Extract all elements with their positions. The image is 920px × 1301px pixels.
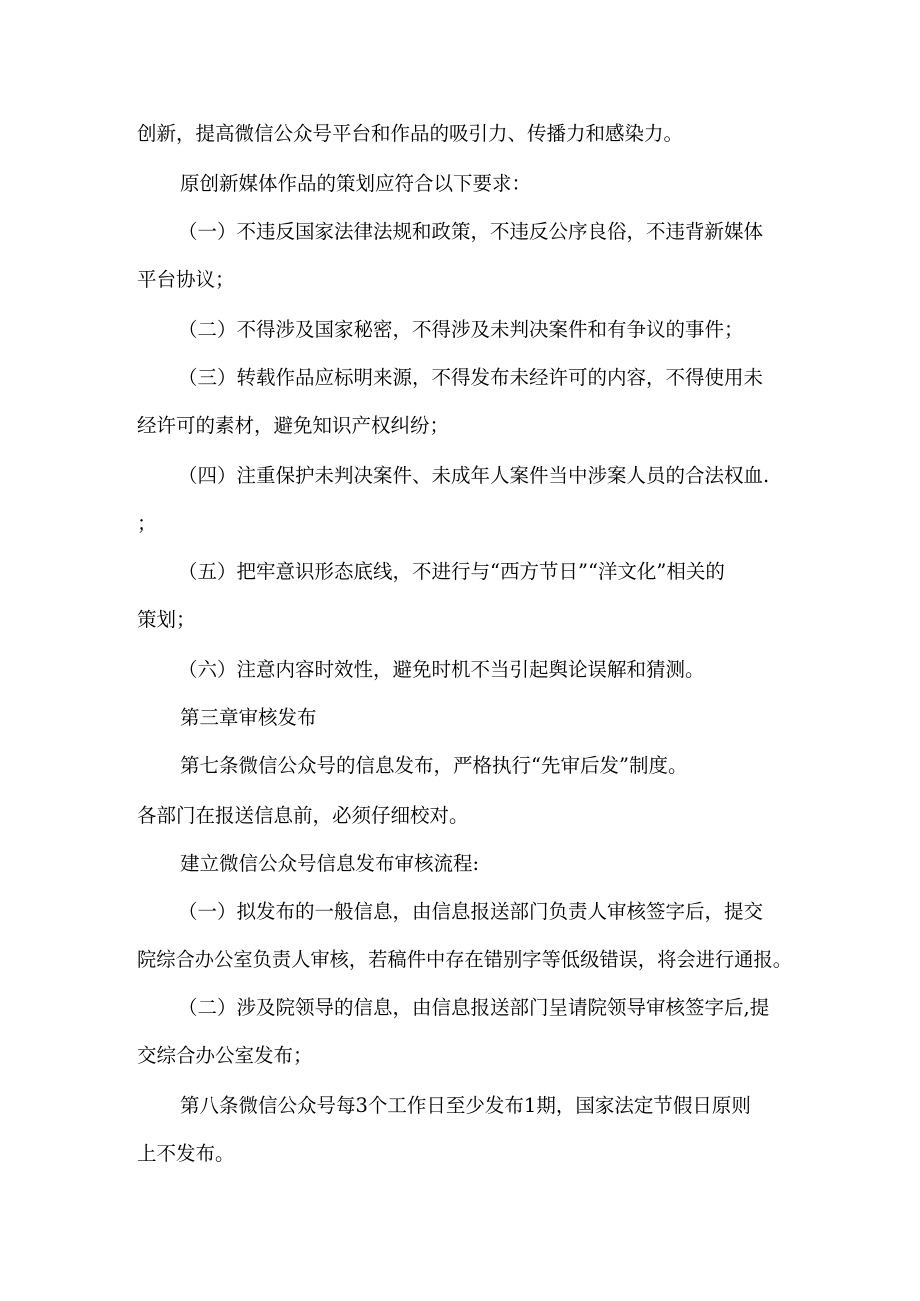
text-line: 经许可的素材，避免知识产权纠纷； bbox=[137, 414, 450, 437]
text-line: （二）涉及院领导的信息，由信息报送部门呈请院领导审核签字后,提 bbox=[178, 996, 770, 1019]
text-line: ； bbox=[137, 512, 157, 535]
text-line: 策划； bbox=[137, 608, 196, 631]
text-line: （一）不违反国家法律法规和政策，不违反公序良俗，不违背新媒体 bbox=[178, 220, 764, 243]
text-line: 各部门在报送信息前，必须仔细校对。 bbox=[137, 804, 469, 827]
text-line: （五）把牢意识形态底线，不进行与“西方节日”“洋文化”相关的 bbox=[178, 560, 725, 583]
text-line: 交综合办公室发布； bbox=[137, 1044, 313, 1067]
section-heading: 第三章审核发布 bbox=[180, 706, 317, 729]
text-line: 创新，提高微信公众号平台和作品的吸引力、传播力和感染力。 bbox=[137, 122, 684, 145]
text-line: 原创新媒体作品的策划应符合以下要求： bbox=[180, 172, 532, 195]
text-line: （二）不得涉及国家秘密，不得涉及未判决案件和有争议的事件； bbox=[178, 318, 744, 341]
text-line: （一）拟发布的一般信息，由信息报送部门负责人审核签字后，提交 bbox=[178, 900, 764, 923]
text-line: 院综合办公室负责人审核，若稿件中存在错别字等低级错误，将会进行通报。 bbox=[137, 948, 792, 971]
text-line: 建立微信公众号信息发布审核流程: bbox=[180, 852, 480, 875]
text-line: （四）注重保护未判决案件、未成年人案件当中涉案人员的合法权血. bbox=[178, 464, 770, 487]
text-line: 平台协议； bbox=[137, 268, 235, 291]
text-line: 第八条微信公众号每3个工作日至少发布1期，国家法定节假日原则 bbox=[180, 1094, 751, 1117]
text-line: （六）注意内容时效性，避免时机不当引起舆论误解和猜测。 bbox=[178, 658, 705, 681]
text-line: （三）转载作品应标明来源，不得发布未经许可的内容，不得使用未 bbox=[178, 366, 764, 389]
text-line: 上不发布。 bbox=[137, 1142, 235, 1165]
text-line: 第七条微信公众号的信息发布，严格执行“先审后发”制度。 bbox=[180, 754, 688, 777]
